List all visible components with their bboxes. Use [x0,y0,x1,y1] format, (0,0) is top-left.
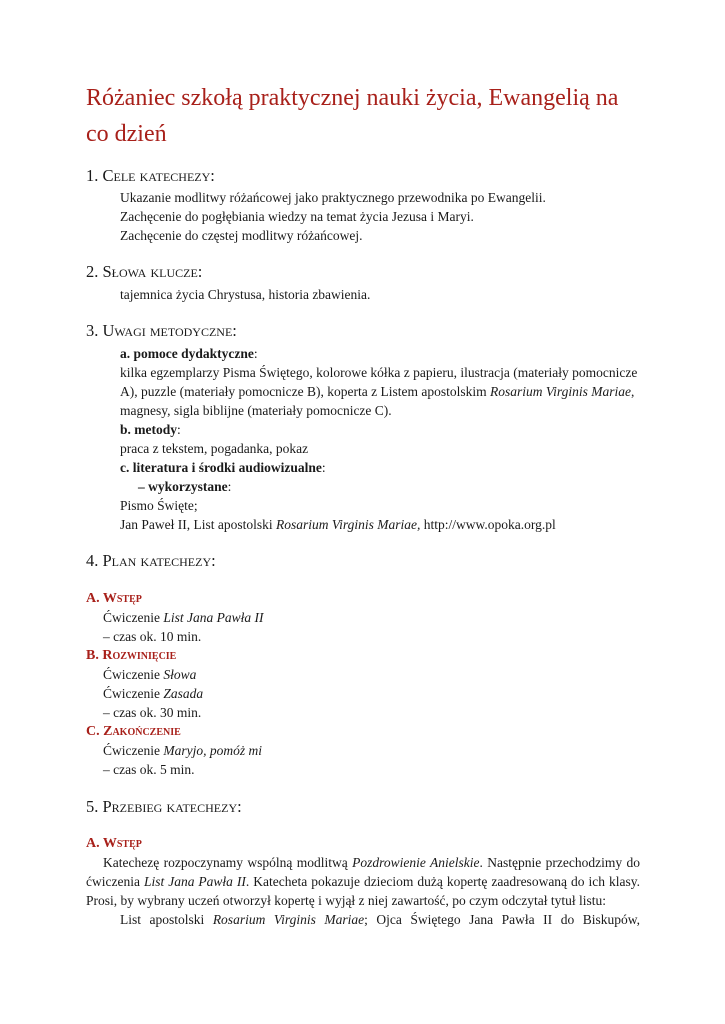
literature-label-line: c. literatura i środki audiowizualne: [120,460,326,475]
goal-line-3: Zachęcenie do częstej modlitwy różańcowej. [120,228,363,243]
goal-line-2: Zachęcenie do pogłębiania wiedzy na temat życia Jezusa i Maryi. [120,209,474,224]
aids-line-1: kilka egzemplarzy Pisma Świętego, kolorowe kółka z papieru, ilustracja (materiały pomocnicze [120,365,638,380]
plan-development-exercise-2: Ćwiczenie Zasada [103,686,204,701]
document-title: Różaniec szkołą praktycznej nauki życia, Ewangelią na co dzień [86,85,619,147]
plan-intro-time: – czas ok. 10 min. [103,629,202,644]
methods-label-line: b. metody: [120,422,181,437]
literature-item-2: Jan Paweł II, List apostolski Rosarium Virginis Mariae, http://www.opoka.org.pl [120,517,556,532]
plan-development-title: B. Rozwinięcie [86,648,177,663]
keywords-text: tajemnica życia Chrystusa, historia zbawienia. [120,287,371,302]
section-heading-cele: 1. Cele katechezy: [86,166,215,185]
methods-text: praca z tekstem, pogadanka, pokaz [120,441,309,456]
opoka-link-text: http://www.opoka.org.pl [420,517,556,532]
literature-sub-label: – wykorzystane [138,479,228,494]
aids-line-2: A), puzzle (materiały pomocnicze B), koperta z Listem apostolskim Rosarium Virginis Mariae, [120,384,635,399]
course-intro-paragraph [86,853,640,929]
goal-line-1: Ukazanie modlitwy różańcowej jako praktycznego przewodnika po Ewangelii. [120,190,546,205]
rosarium-title: Rosarium Virginis Mariae [490,384,632,399]
course-intro-paragraph-1: Katechezę rozpoczynamy wspólną modlitwą Pozdrowienie Anielskie. Następnie przechodzimy do ćwiczenia List Jana Pawła II. Katecheta pokazuje dzieciom dużą kopertę zaadresowaną do ich klasy. Prosi, by wybrany uczeń otworzył kopertę i wyjął z niej zawartość, po czym odczytał tytuł listu: [86,855,640,908]
section-heading-slowa: 2. Słowa klucze: [86,262,203,281]
section-heading-uwagi: 3. Uwagi metodyczne: [86,321,237,340]
plan-intro-title: A. Wstęp [86,591,142,606]
literature-label: c. literatura i środki audiowizualne [120,460,322,475]
aids-line-3: magnesy, sigla biblijne (materiały pomocnicze C). [120,403,392,418]
course-intro-paragraph-2: List apostolski Rosarium Virginis Mariae; Ojca Świętego Jana Pawła II do Biskupów, [120,912,640,927]
methods-label: b. metody [120,422,177,437]
aids-label: a. pomoce dydaktyczne [120,346,254,361]
literature-sub-line: – wykorzystane: [138,479,232,494]
literature-item-1: Pismo Święte; [120,498,198,513]
section-heading-plan: 4. Plan katechezy: [86,551,216,570]
plan-intro-exercise: Ćwiczenie List Jana Pawła II [103,610,264,625]
plan-development-time: – czas ok. 30 min. [103,705,202,720]
section-heading-przebieg: 5. Przebieg katechezy: [86,797,242,816]
aids-label-line: a. pomoce dydaktyczne: [120,346,258,361]
plan-ending-exercise: Ćwiczenie Maryjo, pomóż mi [103,743,262,758]
plan-ending-time: – czas ok. 5 min. [103,762,195,777]
plan-ending-title: C. Zakończenie [86,724,181,739]
course-intro-title: A. Wstęp [86,836,142,851]
plan-development-exercise-1: Ćwiczenie Słowa [103,667,197,682]
